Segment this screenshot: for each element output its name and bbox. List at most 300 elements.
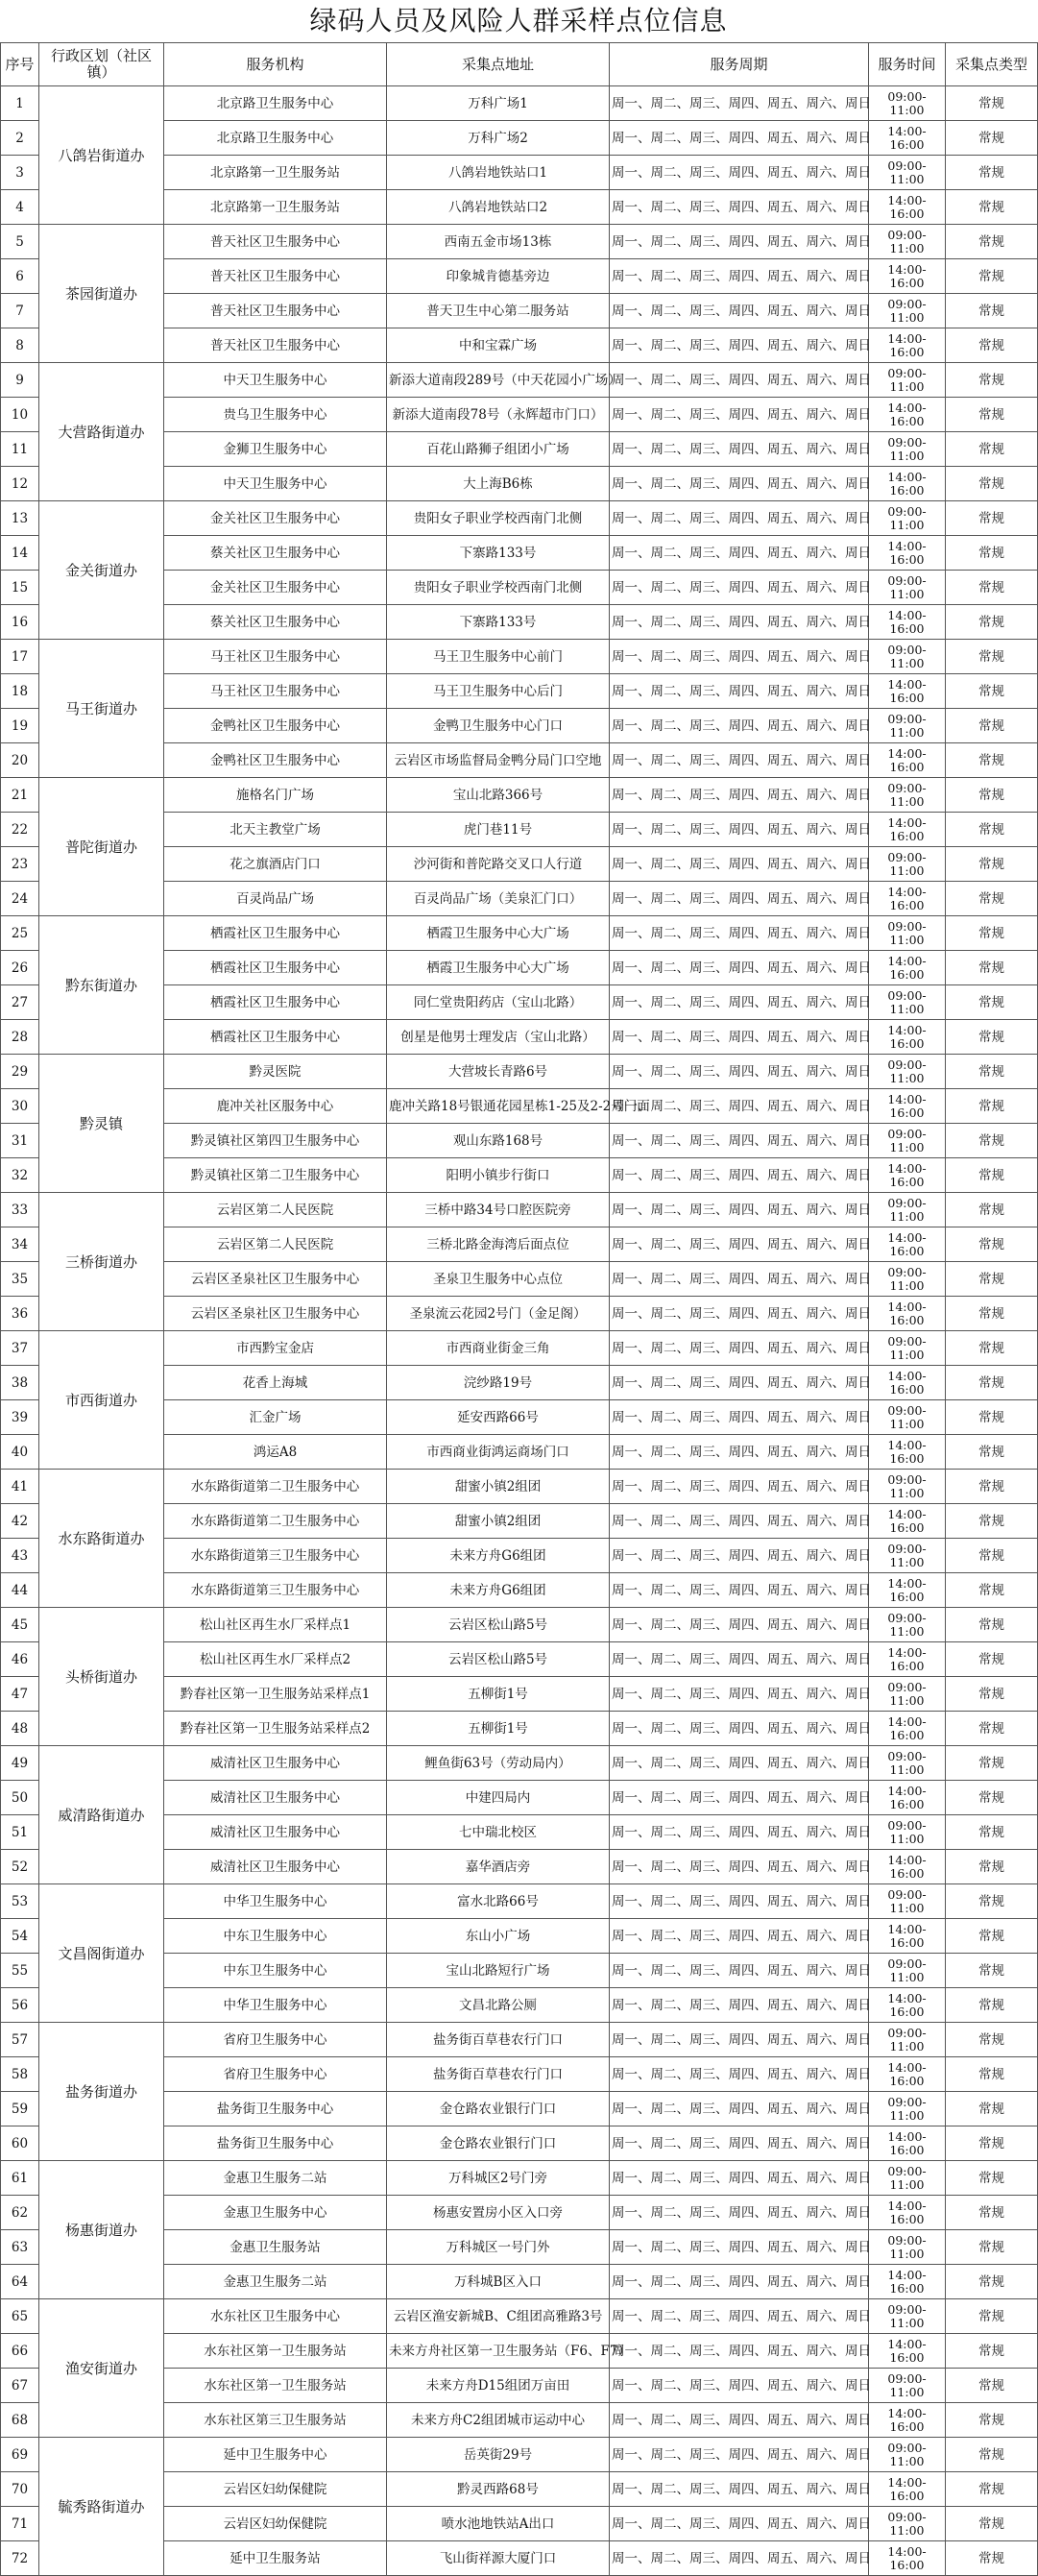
row-org: 北京路第一卫生服务站: [164, 156, 387, 190]
row-period: 周一、周二、周三、周四、周五、周六、周日: [610, 1020, 869, 1055]
row-address: 杨惠安置房小区入口旁: [387, 2196, 610, 2230]
row-period: 周一、周二、周三、周四、周五、周六、周日: [610, 2507, 869, 2541]
row-org: 云岩区第二人民医院: [164, 1227, 387, 1262]
row-address: 普天卫生中心第二服务站: [387, 294, 610, 328]
row-period: 周一、周二、周三、周四、周五、周六、周日: [610, 1400, 869, 1435]
row-org: 黔灵镇社区第二卫生服务中心: [164, 1158, 387, 1193]
row-period: 周一、周二、周三、周四、周五、周六、周日: [610, 190, 869, 225]
row-type: 常规: [946, 294, 1038, 328]
row-seq: 16: [1, 605, 39, 640]
row-period: 周一、周二、周三、周四、周五、周六、周日: [610, 1158, 869, 1193]
table-row: [1, 1884, 1038, 1919]
row-type: 常规: [946, 1988, 1038, 2023]
row-period: 周一、周二、周三、周四、周五、周六、周日: [610, 1608, 869, 1642]
row-time: 09:00-11:00: [869, 363, 946, 398]
row-time: 14:00-16:00: [869, 1642, 946, 1677]
row-seq: 39: [1, 1400, 39, 1435]
row-period: 周一、周二、周三、周四、周五、周六、周日: [610, 1781, 869, 1815]
row-period: 周一、周二、周三、周四、周五、周六、周日: [610, 951, 869, 985]
row-org: 水东路街道第二卫生服务中心: [164, 1470, 387, 1504]
row-org: 省府卫生服务中心: [164, 2057, 387, 2092]
row-time: 09:00-11:00: [869, 2299, 946, 2334]
row-org: 中东卫生服务中心: [164, 1919, 387, 1954]
row-time: 14:00-16:00: [869, 1919, 946, 1954]
row-address: 云岩区松山路5号: [387, 1608, 610, 1642]
row-time: 14:00-16:00: [869, 882, 946, 916]
row-address: 西南五金市场13栋: [387, 225, 610, 259]
district-name: 黔灵镇: [39, 1055, 164, 1193]
row-type: 常规: [946, 190, 1038, 225]
district-name: 金关街道办: [39, 501, 164, 640]
row-time: 14:00-16:00: [869, 2403, 946, 2438]
row-org: 中天卫生服务中心: [164, 363, 387, 398]
row-address: 金仓路农业银行门口: [387, 2092, 610, 2126]
row-seq: 9: [1, 363, 39, 398]
row-address: 市西商业街金三角: [387, 1331, 610, 1366]
row-type: 常规: [946, 1504, 1038, 1539]
row-period: 周一、周二、周三、周四、周五、周六、周日: [610, 2161, 869, 2196]
row-time: 09:00-11:00: [869, 156, 946, 190]
row-period: 周一、周二、周三、周四、周五、周六、周日: [610, 2265, 869, 2299]
row-org: 鸿运A8: [164, 1435, 387, 1470]
row-time: 09:00-11:00: [869, 1954, 946, 1988]
table-row: [1, 2438, 1038, 2472]
row-address: 栖霞卫生服务中心大广场: [387, 916, 610, 951]
row-org: 金狮卫生服务中心: [164, 432, 387, 467]
row-seq: 70: [1, 2472, 39, 2507]
row-type: 常规: [946, 2334, 1038, 2369]
row-period: 周一、周二、周三、周四、周五、周六、周日: [610, 2541, 869, 2576]
row-seq: 35: [1, 1262, 39, 1297]
row-org: 金惠卫生服务中心: [164, 2196, 387, 2230]
row-org: 市西黔宝金店: [164, 1331, 387, 1366]
row-org: 普天社区卫生服务中心: [164, 328, 387, 363]
row-org: 中天卫生服务中心: [164, 467, 387, 501]
row-period: 周一、周二、周三、周四、周五、周六、周日: [610, 1746, 869, 1781]
row-period: 周一、周二、周三、周四、周五、周六、周日: [610, 1193, 869, 1227]
table-row: [1, 86, 1038, 121]
table-row: [1, 1470, 1038, 1504]
row-address: 圣泉卫生服务中心点位: [387, 1262, 610, 1297]
row-time: 14:00-16:00: [869, 1850, 946, 1884]
row-period: 周一、周二、周三、周四、周五、周六、周日: [610, 1331, 869, 1366]
row-time: 14:00-16:00: [869, 813, 946, 847]
row-period: 周一、周二、周三、周四、周五、周六、周日: [610, 2092, 869, 2126]
row-seq: 10: [1, 398, 39, 432]
district-name: 市西街道办: [39, 1331, 164, 1470]
row-address: 沙河街和普陀路交叉口人行道: [387, 847, 610, 882]
row-period: 周一、周二、周三、周四、周五、周六、周日: [610, 640, 869, 674]
row-address: 未来方舟社区第一卫生服务站（F6、F7）: [387, 2334, 610, 2369]
row-time: 09:00-11:00: [869, 985, 946, 1020]
row-type: 常规: [946, 2438, 1038, 2472]
row-time: 14:00-16:00: [869, 1504, 946, 1539]
row-address: 未来方舟G6组团: [387, 1539, 610, 1573]
row-period: 周一、周二、周三、周四、周五、周六、周日: [610, 121, 869, 156]
table-row: [1, 916, 1038, 951]
district-name: 普陀街道办: [39, 778, 164, 916]
row-org: 金关社区卫生服务中心: [164, 571, 387, 605]
row-seq: 23: [1, 847, 39, 882]
row-time: 14:00-16:00: [869, 743, 946, 778]
row-type: 常规: [946, 1850, 1038, 1884]
row-org: 威清社区卫生服务中心: [164, 1781, 387, 1815]
row-address: 市西商业街鸿运商场门口: [387, 1435, 610, 1470]
row-type: 常规: [946, 1158, 1038, 1193]
row-address: 马王卫生服务中心前门: [387, 640, 610, 674]
row-seq: 41: [1, 1470, 39, 1504]
row-type: 常规: [946, 1124, 1038, 1158]
row-time: 09:00-11:00: [869, 778, 946, 813]
row-seq: 65: [1, 2299, 39, 2334]
table-row: [1, 778, 1038, 813]
row-address: 贵阳女子职业学校西南门北侧: [387, 501, 610, 536]
row-org: 中东卫生服务中心: [164, 1954, 387, 1988]
row-seq: 42: [1, 1504, 39, 1539]
row-seq: 2: [1, 121, 39, 156]
row-period: 周一、周二、周三、周四、周五、周六、周日: [610, 2230, 869, 2265]
row-address: 贵阳女子职业学校西南门北侧: [387, 571, 610, 605]
row-seq: 24: [1, 882, 39, 916]
row-type: 常规: [946, 1297, 1038, 1331]
row-type: 常规: [946, 2023, 1038, 2057]
row-address: 宝山北路短行广场: [387, 1954, 610, 1988]
row-seq: 37: [1, 1331, 39, 1366]
row-type: 常规: [946, 1262, 1038, 1297]
row-type: 常规: [946, 398, 1038, 432]
row-org: 金鸭社区卫生服务中心: [164, 743, 387, 778]
district-name: 黔东街道办: [39, 916, 164, 1055]
row-seq: 15: [1, 571, 39, 605]
row-time: 09:00-11:00: [869, 2507, 946, 2541]
row-address: 五柳街1号: [387, 1712, 610, 1746]
row-seq: 50: [1, 1781, 39, 1815]
header-seq: 序号: [1, 43, 39, 86]
row-type: 常规: [946, 467, 1038, 501]
row-address: 喷水池地铁站A出口: [387, 2507, 610, 2541]
row-period: 周一、周二、周三、周四、周五、周六、周日: [610, 294, 869, 328]
row-period: 周一、周二、周三、周四、周五、周六、周日: [610, 1919, 869, 1954]
row-time: 09:00-11:00: [869, 640, 946, 674]
row-address: 阳明小镇步行街口: [387, 1158, 610, 1193]
row-period: 周一、周二、周三、周四、周五、周六、周日: [610, 2057, 869, 2092]
row-type: 常规: [946, 743, 1038, 778]
row-seq: 17: [1, 640, 39, 674]
row-address: 未来方舟G6组团: [387, 1573, 610, 1608]
row-time: 09:00-11:00: [869, 2438, 946, 2472]
row-time: 14:00-16:00: [869, 2126, 946, 2161]
row-type: 常规: [946, 536, 1038, 571]
row-org: 云岩区圣泉社区卫生服务中心: [164, 1297, 387, 1331]
row-address: 大营坡长青路6号: [387, 1055, 610, 1089]
row-seq: 20: [1, 743, 39, 778]
row-seq: 26: [1, 951, 39, 985]
row-type: 常规: [946, 2299, 1038, 2334]
row-period: 周一、周二、周三、周四、周五、周六、周日: [610, 1677, 869, 1712]
row-seq: 6: [1, 259, 39, 294]
row-seq: 1: [1, 86, 39, 121]
row-time: 09:00-11:00: [869, 225, 946, 259]
row-type: 常规: [946, 1677, 1038, 1712]
row-address: 万科城B区入口: [387, 2265, 610, 2299]
row-period: 周一、周二、周三、周四、周五、周六、周日: [610, 1297, 869, 1331]
row-org: 黔春社区第一卫生服务站采样点1: [164, 1677, 387, 1712]
row-org: 普天社区卫生服务中心: [164, 259, 387, 294]
row-seq: 57: [1, 2023, 39, 2057]
row-seq: 61: [1, 2161, 39, 2196]
row-address: 栖霞卫生服务中心大广场: [387, 951, 610, 985]
row-address: 万科广场2: [387, 121, 610, 156]
row-type: 常规: [946, 1227, 1038, 1262]
row-org: 北天主教堂广场: [164, 813, 387, 847]
row-seq: 21: [1, 778, 39, 813]
row-org: 中华卫生服务中心: [164, 1884, 387, 1919]
row-address: 云岩区市场监督局金鸭分局门口空地: [387, 743, 610, 778]
row-time: 14:00-16:00: [869, 1573, 946, 1608]
row-seq: 40: [1, 1435, 39, 1470]
row-type: 常规: [946, 1366, 1038, 1400]
row-address: 虎门巷11号: [387, 813, 610, 847]
row-time: 14:00-16:00: [869, 1089, 946, 1124]
row-seq: 36: [1, 1297, 39, 1331]
row-period: 周一、周二、周三、周四、周五、周六、周日: [610, 259, 869, 294]
row-address: 浣纱路19号: [387, 1366, 610, 1400]
row-org: 栖霞社区卫生服务中心: [164, 985, 387, 1020]
row-org: 普天社区卫生服务中心: [164, 294, 387, 328]
row-type: 常规: [946, 1193, 1038, 1227]
row-org: 水东社区第一卫生服务站: [164, 2369, 387, 2403]
row-org: 盐务街卫生服务中心: [164, 2092, 387, 2126]
row-seq: 25: [1, 916, 39, 951]
row-org: 贵乌卫生服务中心: [164, 398, 387, 432]
row-seq: 31: [1, 1124, 39, 1158]
row-org: 花香上海城: [164, 1366, 387, 1400]
row-org: 松山社区再生水厂采样点2: [164, 1642, 387, 1677]
row-address: 东山小广场: [387, 1919, 610, 1954]
row-type: 常规: [946, 1608, 1038, 1642]
row-address: 百花山路狮子组团小广场: [387, 432, 610, 467]
row-org: 鹿冲关社区服务中心: [164, 1089, 387, 1124]
header-district: 行政区划（社区镇）: [39, 43, 164, 86]
row-type: 常规: [946, 501, 1038, 536]
row-seq: 66: [1, 2334, 39, 2369]
row-type: 常规: [946, 2161, 1038, 2196]
row-address: 甜蜜小镇2组团: [387, 1504, 610, 1539]
row-period: 周一、周二、周三、周四、周五、周六、周日: [610, 86, 869, 121]
row-time: 09:00-11:00: [869, 1400, 946, 1435]
row-org: 汇金广场: [164, 1400, 387, 1435]
row-period: 周一、周二、周三、周四、周五、周六、周日: [610, 1884, 869, 1919]
row-address: 印象城肯德基旁边: [387, 259, 610, 294]
row-time: 09:00-11:00: [869, 2230, 946, 2265]
row-org: 松山社区再生水厂采样点1: [164, 1608, 387, 1642]
row-address: 万科城区一号门外: [387, 2230, 610, 2265]
row-seq: 49: [1, 1746, 39, 1781]
table-row: [1, 2161, 1038, 2196]
row-org: 栖霞社区卫生服务中心: [164, 1020, 387, 1055]
row-address: 观山东路168号: [387, 1124, 610, 1158]
row-org: 水东路街道第三卫生服务中心: [164, 1539, 387, 1573]
row-seq: 7: [1, 294, 39, 328]
row-time: 09:00-11:00: [869, 2092, 946, 2126]
row-seq: 69: [1, 2438, 39, 2472]
row-type: 常规: [946, 951, 1038, 985]
table-body: [1, 86, 1038, 2576]
row-type: 常规: [946, 1470, 1038, 1504]
row-address: 黔灵西路68号: [387, 2472, 610, 2507]
header-org: 服务机构: [164, 43, 387, 86]
row-type: 常规: [946, 121, 1038, 156]
row-seq: 46: [1, 1642, 39, 1677]
row-period: 周一、周二、周三、周四、周五、周六、周日: [610, 398, 869, 432]
row-type: 常规: [946, 2541, 1038, 2576]
row-type: 常规: [946, 571, 1038, 605]
row-type: 常规: [946, 328, 1038, 363]
row-org: 金惠卫生服务站: [164, 2230, 387, 2265]
row-time: 09:00-11:00: [869, 501, 946, 536]
row-address: 盐务街百草巷农行门口: [387, 2023, 610, 2057]
row-seq: 47: [1, 1677, 39, 1712]
row-org: 栖霞社区卫生服务中心: [164, 916, 387, 951]
row-period: 周一、周二、周三、周四、周五、周六、周日: [610, 2126, 869, 2161]
row-time: 14:00-16:00: [869, 467, 946, 501]
row-type: 常规: [946, 1642, 1038, 1677]
row-seq: 56: [1, 1988, 39, 2023]
district-name: 杨惠街道办: [39, 2161, 164, 2299]
header-type: 采集点类型: [946, 43, 1038, 86]
row-period: 周一、周二、周三、周四、周五、周六、周日: [610, 709, 869, 743]
header-time: 服务时间: [869, 43, 946, 86]
row-time: 09:00-11:00: [869, 2023, 946, 2057]
row-address: 甜蜜小镇2组团: [387, 1470, 610, 1504]
row-seq: 27: [1, 985, 39, 1020]
row-time: 14:00-16:00: [869, 1297, 946, 1331]
row-org: 金惠卫生服务二站: [164, 2161, 387, 2196]
row-org: 省府卫生服务中心: [164, 2023, 387, 2057]
row-type: 常规: [946, 1954, 1038, 1988]
row-address: 未来方舟D15组团万亩田: [387, 2369, 610, 2403]
row-org: 威清社区卫生服务中心: [164, 1850, 387, 1884]
row-time: 14:00-16:00: [869, 2334, 946, 2369]
row-address: 三桥北路金海湾后面点位: [387, 1227, 610, 1262]
row-address: 万科城区2号门旁: [387, 2161, 610, 2196]
row-time: 09:00-11:00: [869, 1539, 946, 1573]
row-period: 周一、周二、周三、周四、周五、周六、周日: [610, 1815, 869, 1850]
district-name: 茶园街道办: [39, 225, 164, 363]
row-time: 09:00-11:00: [869, 571, 946, 605]
row-time: 09:00-11:00: [869, 916, 946, 951]
row-time: 14:00-16:00: [869, 2472, 946, 2507]
row-period: 周一、周二、周三、周四、周五、周六、周日: [610, 1850, 869, 1884]
row-time: 14:00-16:00: [869, 2057, 946, 2092]
row-seq: 63: [1, 2230, 39, 2265]
row-period: 周一、周二、周三、周四、周五、周六、周日: [610, 2438, 869, 2472]
row-type: 常规: [946, 2057, 1038, 2092]
row-time: 09:00-11:00: [869, 1884, 946, 1919]
row-period: 周一、周二、周三、周四、周五、周六、周日: [610, 2472, 869, 2507]
row-period: 周一、周二、周三、周四、周五、周六、周日: [610, 813, 869, 847]
row-org: 金惠卫生服务二站: [164, 2265, 387, 2299]
row-seq: 3: [1, 156, 39, 190]
row-type: 常规: [946, 605, 1038, 640]
table-row: [1, 2023, 1038, 2057]
row-time: 14:00-16:00: [869, 2541, 946, 2576]
row-period: 周一、周二、周三、周四、周五、周六、周日: [610, 432, 869, 467]
row-org: 施格名门广场: [164, 778, 387, 813]
row-address: 百灵尚品广场（美泉汇门口）: [387, 882, 610, 916]
row-seq: 22: [1, 813, 39, 847]
row-time: 09:00-11:00: [869, 1262, 946, 1297]
row-period: 周一、周二、周三、周四、周五、周六、周日: [610, 882, 869, 916]
row-seq: 44: [1, 1573, 39, 1608]
row-period: 周一、周二、周三、周四、周五、周六、周日: [610, 1712, 869, 1746]
row-period: 周一、周二、周三、周四、周五、周六、周日: [610, 2299, 869, 2334]
row-time: 09:00-11:00: [869, 1608, 946, 1642]
row-address: 七中瑞北校区: [387, 1815, 610, 1850]
table-row: [1, 225, 1038, 259]
row-org: 威清社区卫生服务中心: [164, 1815, 387, 1850]
row-time: 14:00-16:00: [869, 190, 946, 225]
row-seq: 55: [1, 1954, 39, 1988]
row-seq: 59: [1, 2092, 39, 2126]
row-seq: 18: [1, 674, 39, 709]
table-row: [1, 501, 1038, 536]
row-period: 周一、周二、周三、周四、周五、周六、周日: [610, 2196, 869, 2230]
sampling-points-table: [0, 42, 1038, 2576]
district-name: 水东路街道办: [39, 1470, 164, 1608]
row-org: 北京路卫生服务中心: [164, 86, 387, 121]
row-address: 飞山街祥源大厦门口: [387, 2541, 610, 2576]
row-time: 09:00-11:00: [869, 1193, 946, 1227]
row-seq: 11: [1, 432, 39, 467]
row-time: 09:00-11:00: [869, 2369, 946, 2403]
row-period: 周一、周二、周三、周四、周五、周六、周日: [610, 847, 869, 882]
row-time: 09:00-11:00: [869, 1055, 946, 1089]
row-time: 14:00-16:00: [869, 1712, 946, 1746]
row-org: 北京路卫生服务中心: [164, 121, 387, 156]
row-type: 常规: [946, 2265, 1038, 2299]
row-seq: 19: [1, 709, 39, 743]
row-period: 周一、周二、周三、周四、周五、周六、周日: [610, 605, 869, 640]
row-time: 09:00-11:00: [869, 1815, 946, 1850]
district-name: 头桥街道办: [39, 1608, 164, 1746]
row-type: 常规: [946, 1020, 1038, 1055]
row-time: 14:00-16:00: [869, 1366, 946, 1400]
row-time: 09:00-11:00: [869, 2161, 946, 2196]
district-name: 大营路街道办: [39, 363, 164, 501]
table-row: [1, 640, 1038, 674]
row-org: 普天社区卫生服务中心: [164, 225, 387, 259]
row-type: 常规: [946, 813, 1038, 847]
row-address: 三桥中路34号口腔医院旁: [387, 1193, 610, 1227]
row-address: 延安西路66号: [387, 1400, 610, 1435]
row-address: 文昌北路公厕: [387, 1988, 610, 2023]
row-type: 常规: [946, 1746, 1038, 1781]
row-address: 嘉华酒店旁: [387, 1850, 610, 1884]
row-type: 常规: [946, 1400, 1038, 1435]
row-period: 周一、周二、周三、周四、周五、周六、周日: [610, 1539, 869, 1573]
row-address: 云岩区松山路5号: [387, 1642, 610, 1677]
row-period: 周一、周二、周三、周四、周五、周六、周日: [610, 225, 869, 259]
row-seq: 29: [1, 1055, 39, 1089]
row-period: 周一、周二、周三、周四、周五、周六、周日: [610, 2023, 869, 2057]
row-type: 常规: [946, 1089, 1038, 1124]
page-title: 绿码人员及风险人群采样点位信息: [309, 5, 728, 36]
row-time: 09:00-11:00: [869, 1746, 946, 1781]
district-name: 八鸽岩街道办: [39, 86, 164, 225]
row-period: 周一、周二、周三、周四、周五、周六、周日: [610, 916, 869, 951]
row-seq: 43: [1, 1539, 39, 1573]
